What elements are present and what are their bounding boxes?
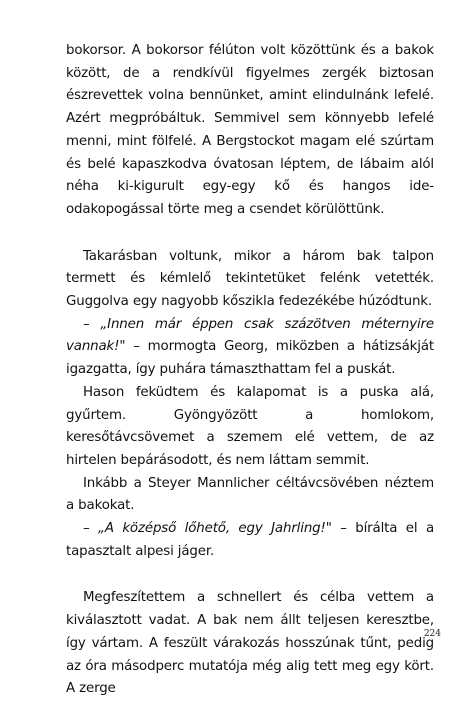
paragraph-scope: Inkább a Steyer Mannlicher céltávcsövében néztem a bakokat.	[66, 475, 434, 514]
paragraph-lying-prone: Hason feküdtem és kalapomat is a puska alá, gyűrtem. Gyöngyözött a homlokom, keresőtávcsövemet a szemem elé vettem, de az hirtelen bepárásodott, és nem láttam semmit.	[66, 384, 434, 468]
paragraph-cover: Takarásban voltunk, mikor a három bak talpon termett és kémlelő tekintetüket felénk vetették. Guggolva egy nagyobb kőszikla fedezékébe húzódtunk.	[66, 248, 434, 310]
jager-narration: – bírálta el a tapasztalt alpesi jáger.	[66, 521, 435, 559]
dialog-dash: –	[83, 521, 99, 537]
jager-quote: „A középső lőhető, egy Jahrling!"	[98, 521, 332, 537]
paragraph-georg-dialog	[66, 314, 434, 382]
paragraph-aiming: Megfeszítettem a schnellert és célba vettem a kiválasztott vadat. A bak nem állt teljesen keresztbe, így vártam. A feszült várakozás hosszúnak tűnt, pedig az óra másodperc mutatója még alig tett meg egy kört. A zerge	[66, 590, 434, 697]
georg-quote: „Innen már éppen csak százötven méternyire vannak!"	[66, 316, 434, 355]
dialog-dash: –	[83, 316, 101, 332]
georg-narration: – mormogta Georg, miközben a hátizsákját igazgatta, így puhára támaszthattam fel a puskát.	[66, 339, 434, 378]
body-text	[66, 40, 434, 701]
paragraph-jager-dialog	[66, 518, 434, 563]
page-number: 224	[423, 629, 441, 639]
paragraph-descent: bokorsor. A bokorsor félúton volt közöttünk és a bakok között, de a rendkívül figyelmes zergék biztosan észrevettek volna bennünket, amint elindulnánk lefelé. Azért megpróbáltuk. Semmivel sem könnyebb lefelé menni, mint fölfelé. A Bergstockot magam elé szúrtam és belé kapaszkodva óvatosan léptem, de lábaim alól néha ki-kigurult egy-egy kő és hangos ide-odakopogással törte meg a csendet körülöttünk.	[66, 43, 434, 217]
